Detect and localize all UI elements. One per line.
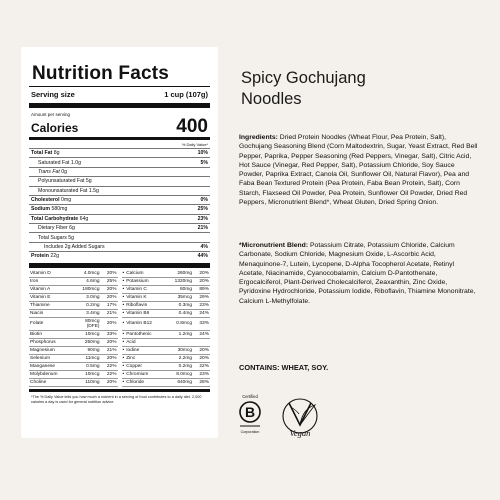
vitamin-cell (29, 347, 118, 355)
vitamin-name: • Calcium (123, 271, 169, 276)
vitamin-cell (122, 371, 211, 379)
vitamin-dv: 20% (106, 355, 117, 361)
nutrient-row: Cholesterol 0mg 0% (29, 195, 210, 204)
vitamin-name: Thiamine (30, 302, 50, 308)
nutrient-row: Saturated Fat 1.0g 5% (29, 157, 210, 166)
vitamin-name: Molybdenum (30, 371, 58, 377)
vitamin-name: • Riboflavin (123, 303, 169, 308)
vitamin-cell (122, 355, 211, 363)
vitamin-cell (122, 379, 211, 387)
vitamin-dv: 24% (199, 310, 209, 316)
calories-row (29, 117, 210, 136)
vitamin-dv: 33% (199, 321, 209, 326)
vitamin-dv: 22% (199, 363, 209, 369)
vitamin-mineral-grid (29, 270, 210, 387)
vitamin-name: Choline (30, 379, 47, 385)
vitamin-cell (29, 286, 118, 294)
vitamin-name: Iron (30, 278, 39, 284)
nutrient-row: Dietary Fiber 6g 21% (29, 223, 210, 232)
vitamin-dv: 20% (199, 355, 209, 361)
vitamin-amount: 2.2mg (178, 355, 192, 361)
nutrient-row: Protein 22g 44% (29, 251, 210, 260)
divider-medium (29, 389, 210, 392)
vitamin-cell (29, 318, 118, 331)
vitamin-cell (122, 278, 211, 286)
vitamin-name: • Vitamin C (123, 287, 169, 292)
vitamin-amount: 3.4mg (86, 310, 100, 316)
divider-thick (29, 263, 210, 268)
vitamin-dv: 24% (199, 331, 209, 337)
vegan-text: Vegan (289, 428, 311, 438)
vitamin-dv: 21% (106, 347, 117, 353)
vitamin-amount: 0.2mg (86, 302, 100, 308)
nutrition-facts-label (29, 64, 210, 407)
vitamin-cell (29, 371, 118, 379)
vitamin-amount: 35mcg (177, 294, 192, 300)
vitamin-amount: 8.0mcg (176, 371, 192, 377)
vitamin-dv: 20% (199, 347, 209, 353)
vitamin-cell (122, 339, 211, 347)
vitamin-dv: 23% (199, 371, 209, 377)
vitamin-cell (29, 363, 118, 371)
vitamin-cell (122, 294, 211, 302)
vitamin-dv: 28% (199, 379, 209, 385)
bcorp-corporation-text: Corporation (240, 430, 260, 434)
vitamin-amount: 4.6mg (86, 278, 100, 284)
vitamin-dv: 20% (106, 339, 117, 345)
vitamin-dv: 22% (106, 371, 117, 377)
vitamin-name: • Vitamin B12 (123, 321, 169, 326)
vitamin-cell (122, 302, 211, 310)
vitamin-name: Folate (30, 321, 44, 326)
vitamin-dv: 20% (199, 278, 209, 284)
vitamin-name: Magnesium (30, 347, 55, 353)
product-title (241, 68, 366, 110)
certified-b-corporation-icon (237, 393, 263, 438)
vitamin-name: Biotin (30, 331, 42, 337)
vitamin-cell (122, 347, 211, 355)
vitamin-amount: 1.2mg (178, 331, 192, 337)
nutrient-row: Sodium 580mg 25% (29, 204, 210, 213)
nutrient-row: Includes 2g Added Sugars 4% (29, 242, 210, 251)
vitamin-dv: 20% (106, 321, 117, 326)
daily-value-footnote: *The % Daily Value tells you how much a nutrient in a serving of food contributes to a daily diet. 2,000 calories a day is used for general nutrition advice. (31, 394, 202, 404)
product-title-line1: Spicy Gochujang (241, 69, 366, 87)
micronutrient-label: *Micronutrient Blend: (239, 242, 309, 249)
vitamin-dv: 29% (199, 294, 209, 300)
vitamin-cell (29, 310, 118, 318)
vitamin-cell (122, 310, 211, 318)
vitamin-cell (122, 363, 211, 371)
ingredients-text (239, 133, 479, 207)
vitamin-name: • Vitamin B6 (123, 311, 169, 316)
vitamin-amount: 0.5mg (86, 363, 100, 369)
nutrient-row: Polyunsaturated Fat 5g (29, 176, 210, 185)
vitamin-name: • Iodine (123, 348, 169, 353)
vitamin-dv: 23% (199, 302, 209, 308)
vitamin-cell (122, 270, 211, 278)
vitamin-cell (29, 331, 118, 339)
vitamin-name: • Acid (123, 340, 169, 345)
vitamin-name: Manganese (30, 363, 56, 369)
vitamin-amount: 4.0mcg (83, 270, 100, 276)
bcorp-certified-text: Certified (242, 394, 258, 399)
vitamin-amount: 30mcg (177, 347, 192, 353)
vitamin-amount: 80mg (180, 286, 192, 292)
nutrient-row: Total Fat 8g 10% (29, 148, 210, 157)
vitamin-name: Niacin (30, 310, 44, 316)
vitamin-dv: 22% (106, 363, 117, 369)
micronutrient-text (239, 241, 479, 306)
vitamin-dv: 20% (106, 294, 117, 300)
vitamin-dv: 20% (106, 270, 117, 276)
vitamin-cell (122, 318, 211, 331)
vitamin-amount: 90mg (87, 347, 100, 353)
vitamin-cell (29, 379, 118, 387)
vitamin-dv: 25% (106, 278, 117, 284)
ingredients-list: Dried Protein Noodles (Wheat Flour, Pea Protein, Salt), Gochujang Seasoning Blend (Corn Maltodextrin, Sugar, Yeast Extract, Red Bell Pepper, Paprika, Pepper Seasoning (Red Peppers, Vinegar, Salt), Citric Acid, Hot Sauce (Vinegar, Red Pepper, Salt), Potassium Chloride, Soy Sauce Powder, Paprika Extract, Canola Oil, Sunflower Oil, Natural Flavor), Pea and Faba Bean Textured Protein (Pea Protein, Faba Bean Protein, Salt), Corn Starch, Flaxseed Oil Powder, Pea Protein, Sunflower Oil Powder, Dried Red Peppers, Micronutrient Blend*, Wheat Gluten, Dried Spring Onion. (239, 134, 478, 207)
bcorp-letter: B (244, 404, 256, 420)
calories-value: 400 (176, 116, 208, 137)
nutrient-row: Total Carbohydrate 64g 23% (29, 214, 210, 223)
amount-per-serving: Amount per serving (31, 112, 71, 117)
daily-value-header: % Daily Value* (181, 142, 208, 147)
vitamin-name: • Chloride (123, 380, 169, 385)
vitamin-dv: 20% (106, 379, 117, 385)
vitamin-amount: 250mg (84, 339, 100, 345)
vitamin-amount: 110mg (85, 379, 100, 385)
vitamin-cell (122, 286, 211, 294)
vitamin-amount: 640mg (177, 379, 192, 385)
nutrient-row: Monounsaturated Fat 1.5g (29, 186, 210, 195)
vitamin-name: • Zinc (123, 356, 169, 361)
nutrient-row: Trans Fat 0g (29, 167, 210, 176)
vitamin-cell (29, 278, 118, 286)
vitamin-amount: 0.3mg (178, 302, 192, 308)
vitamin-amount: 3.0mg (86, 294, 100, 300)
vitamin-cell (122, 331, 211, 339)
vitamin-name: Selenium (30, 355, 50, 361)
vitamin-cell (29, 355, 118, 363)
vitamin-name: • Vitamin K (123, 295, 169, 300)
vitamin-amount: 260mg (177, 270, 192, 276)
vitamin-dv: 20% (199, 270, 209, 276)
vitamin-name: Vitamin E (30, 294, 51, 300)
vitamin-name: • Pantothenic (123, 332, 169, 337)
vitamin-cell (29, 294, 118, 302)
micronutrient-list: Potassium Citrate, Potassium Chloride, Calcium Carbonate, Sodium Chloride, Magnesium Oxide, L-Ascorbic Acid, Menaquinone-7, Lutein, Lycopene, D-Alpha Tocopherol Acetate, Retinyl Acetate, Niacinamide, Cyanocobalamin, Calcium D-Pantothenate, Ergocalciferol, Plant-Derived Cholecalciferol, Zeaxanthin, Zinc Oxide, Pyridoxine Hydrochloride, Potassium Iodide, Riboflavin, Thiamine Mononitrate, Calcium L-Methylfolate. (239, 242, 476, 305)
vitamin-dv: 33% (106, 331, 117, 337)
divider-medium (29, 137, 210, 140)
nutrition-facts-title: Nutrition Facts (32, 63, 170, 84)
vitamin-name: Vitamin D (30, 270, 51, 276)
serving-size-label: Serving size (31, 90, 75, 99)
vitamin-amount: 80mcg (DFE) (85, 318, 100, 329)
vitamin-name: • Potassium (123, 279, 169, 284)
vitamin-amount: 0.8mcg (176, 321, 192, 326)
serving-size-value: 1 cup (107g) (164, 90, 208, 99)
nutrient-row: Total Sugars 5g (29, 232, 210, 241)
product-title-line2: Noodles (241, 90, 302, 108)
vitamin-amount: 1320mg (174, 278, 192, 284)
vitamin-amount: 10mcg (85, 331, 100, 337)
vitamin-dv: 21% (106, 310, 117, 316)
vitamin-amount: 0.4mg (178, 310, 192, 316)
vegan-badge-icon (280, 395, 320, 441)
allergen-statement: CONTAINS: WHEAT, SOY. (239, 363, 329, 372)
vitamin-name: Vitamin A (30, 286, 51, 292)
vitamin-cell (29, 302, 118, 310)
vitamin-amount: 180mcg (82, 286, 100, 292)
vitamin-cell (29, 339, 118, 347)
vitamin-cell (29, 270, 118, 278)
vitamin-dv: 17% (106, 302, 117, 308)
serving-size-row (29, 87, 210, 101)
calories-label: Calories (31, 121, 79, 135)
vitamin-name: • Chromium (123, 372, 169, 377)
vitamin-amount: 0.2mg (178, 363, 192, 369)
vitamin-name: Phosphorus (30, 339, 56, 345)
vitamin-name: • Copper (123, 364, 169, 369)
vitamin-dv: 89% (199, 286, 209, 292)
ingredients-label: Ingredients: (239, 134, 278, 141)
vitamin-amount: 10mcg (85, 371, 100, 377)
vitamin-amount: 11mcg (85, 355, 100, 361)
divider-thick (29, 103, 210, 108)
vitamin-dv: 20% (106, 286, 117, 292)
